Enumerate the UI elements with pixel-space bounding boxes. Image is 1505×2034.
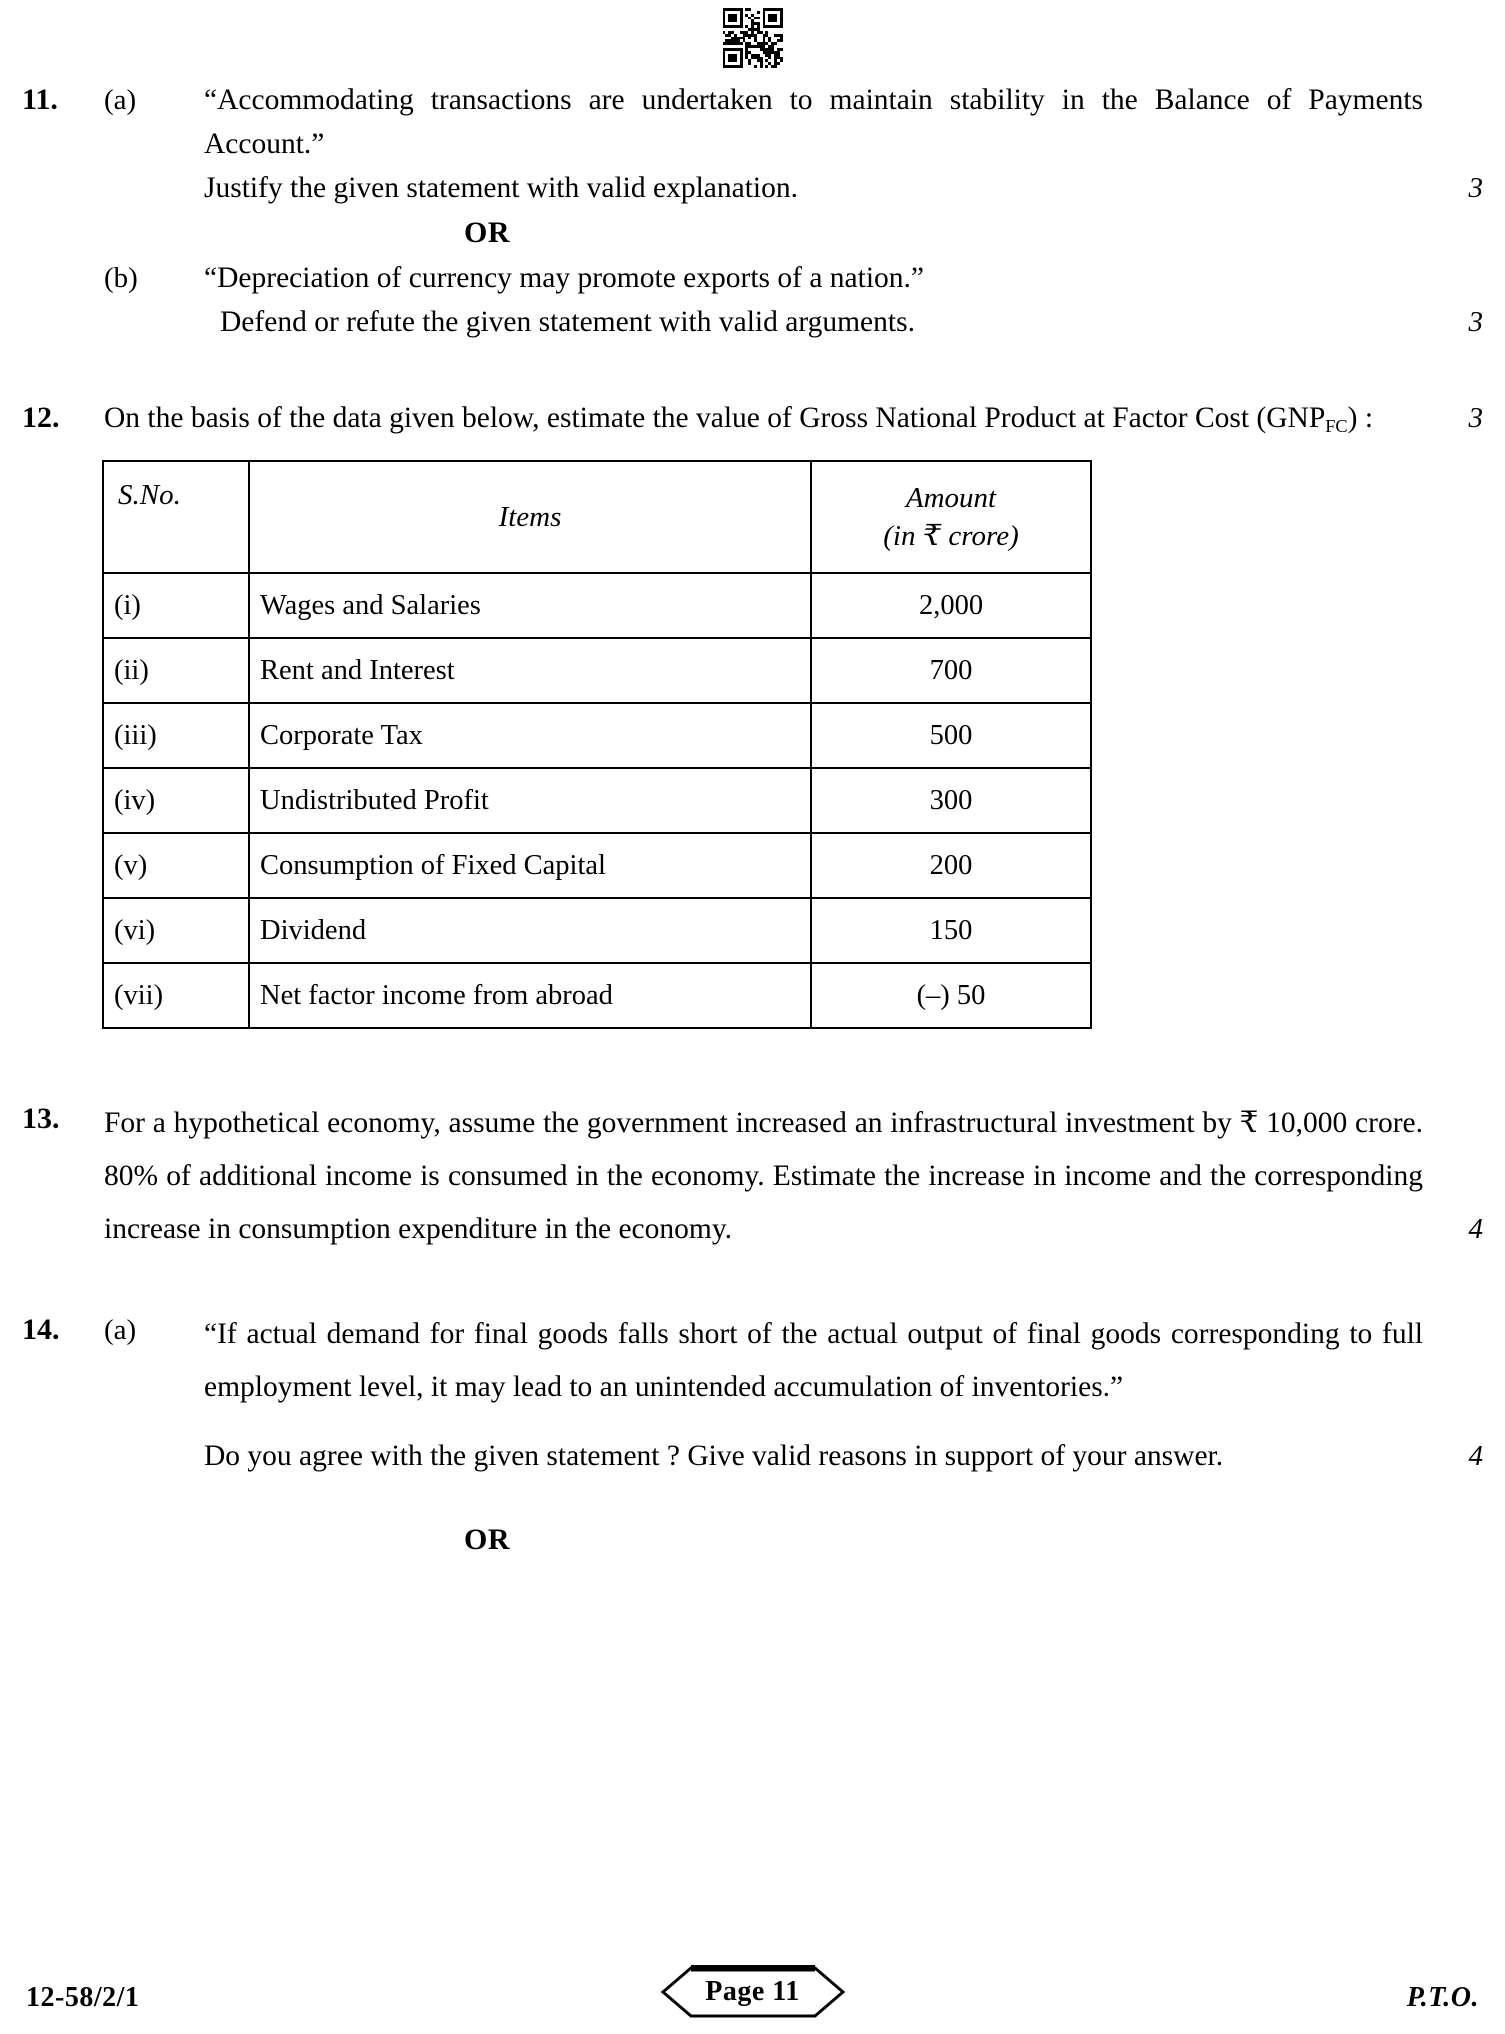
question-13-text: [104, 1097, 1423, 1256]
marks-11b: 3: [1468, 306, 1483, 338]
cell-sno: (vii): [103, 963, 249, 1028]
header-amount: [811, 461, 1091, 573]
section-spacer: [0, 1256, 1505, 1308]
section-spacer: [0, 1483, 1505, 1517]
header-sno: S.No.: [103, 461, 249, 573]
cell-amount: 500: [811, 703, 1091, 768]
question-number-12: 12.: [22, 401, 60, 434]
marks-13: 4: [1468, 1213, 1483, 1246]
question-14a-instruction: Do you agree with the given statement ? Give valid reasons in support of your answer.: [204, 1440, 1224, 1473]
cell-item: Consumption of Fixed Capital: [249, 833, 811, 898]
cell-item: Corporate Tax: [249, 703, 811, 768]
cell-item: Dividend: [249, 898, 811, 963]
question-14a-text: “If actual demand for final goods falls short of the actual output of final goods corresponding to full employment level, it may lead to an unintended accumulation of inventories.”: [204, 1318, 1423, 1404]
section-spacer: [0, 1029, 1505, 1081]
table-row: [103, 703, 1091, 768]
amount-unit-suffix: crore): [941, 520, 1019, 553]
cell-item: Undistributed Profit: [249, 768, 811, 833]
question-11b-instruction: Defend or refute the given statement with valid arguments.: [220, 306, 915, 338]
header-items: Items: [249, 461, 811, 573]
qr-code-container: [0, 8, 1505, 68]
question-12: [0, 396, 1505, 448]
paper-code: 12-58/2/1: [26, 1982, 140, 2013]
qr-code-icon: [723, 8, 783, 68]
table-row: [103, 898, 1091, 963]
rupee-icon: ₹: [922, 520, 942, 553]
question-13: [0, 1097, 1505, 1256]
question-12-stem: On the basis of the data given below, estimate the value of Gross National Product at Factor Cost (GNP: [104, 402, 1326, 434]
question-number-14: 14.: [22, 1313, 60, 1347]
question-11-or-row: [0, 210, 1505, 256]
question-13-text-part1: For a hypothetical economy, assume the government increased an infrastructural investment by: [104, 1107, 1240, 1140]
section-spacer: [0, 1414, 1505, 1430]
cell-amount: 700: [811, 638, 1091, 703]
gnp-subscript: FC: [1325, 416, 1348, 437]
cell-amount: 2,000: [811, 573, 1091, 638]
question-11b-instruction-row: [0, 300, 1505, 344]
cell-item: Net factor income from abroad: [249, 963, 811, 1028]
part-label-11b: (b): [104, 262, 138, 294]
section-spacer: [0, 344, 1505, 396]
or-label-14: OR: [464, 1523, 510, 1557]
rupee-icon: ₹: [1239, 1107, 1259, 1140]
question-12-stem-end: ) :: [1347, 402, 1374, 434]
question-14a-instruction-row: [0, 1430, 1505, 1483]
question-14-or-row: [0, 1517, 1505, 1563]
amount-unit-prefix: (in: [883, 520, 923, 553]
cell-amount: 200: [811, 833, 1091, 898]
question-13-text-part2: 10,000 crore. 80% of additional income is consumed in the economy. Estimate the increase in income and the corresponding increase in consumption expenditure in the economy.: [104, 1107, 1423, 1246]
gnp-data-table: [102, 460, 1092, 1029]
cell-sno: (iii): [103, 703, 249, 768]
cell-item: Rent and Interest: [249, 638, 811, 703]
marks-14a: 4: [1468, 1440, 1483, 1473]
question-content: [0, 78, 1505, 1563]
cell-amount: 150: [811, 898, 1091, 963]
page-label: Page 11: [705, 1976, 800, 2007]
marks-12: 3: [1468, 402, 1483, 434]
table-row: [103, 573, 1091, 638]
cell-amount: 300: [811, 768, 1091, 833]
table-row: [103, 963, 1091, 1028]
or-label-11: OR: [464, 216, 510, 249]
question-12-text: [104, 396, 1423, 448]
marks-11a: 3: [1468, 172, 1483, 204]
table-head: [103, 461, 1091, 573]
question-11a-instruction-row: [0, 166, 1505, 210]
table-body: [103, 573, 1091, 1028]
cell-sno: (vi): [103, 898, 249, 963]
cell-amount: (–) 50: [811, 963, 1091, 1028]
question-11a-text: “Accommodating transactions are undertaken to maintain stability in the Balance of Payments Account.”: [204, 84, 1423, 160]
pto-label: P.T.O.: [1406, 1982, 1479, 2013]
gnp-data-table-wrapper: [102, 460, 1022, 1029]
page-footer: [0, 1960, 1505, 2020]
page-number-badge: [618, 1964, 888, 2020]
header-amount-line1: Amount: [905, 482, 997, 515]
table-row: [103, 638, 1091, 703]
part-label-11a: (a): [104, 84, 137, 116]
table-row: [103, 833, 1091, 898]
question-11b-text: “Depreciation of currency may promote exports of a nation.”: [204, 262, 924, 294]
hexagon-frame: [633, 1965, 873, 2019]
section-spacer: [0, 1081, 1505, 1097]
table-header-row: [103, 461, 1091, 573]
question-number-11: 11.: [22, 83, 58, 116]
question-14-part-a: [0, 1308, 1505, 1414]
cell-sno: (i): [103, 573, 249, 638]
question-number-13: 13.: [22, 1102, 60, 1136]
cell-sno: (iv): [103, 768, 249, 833]
question-11-part-b: [0, 256, 1505, 300]
header-amount-line2: [822, 517, 1080, 555]
cell-sno: (ii): [103, 638, 249, 703]
question-11a-instruction: Justify the given statement with valid explanation.: [204, 172, 798, 204]
cell-sno: (v): [103, 833, 249, 898]
table-row: [103, 768, 1091, 833]
question-11-part-a: [0, 78, 1505, 166]
part-label-14a: (a): [104, 1314, 137, 1347]
cell-item: Wages and Salaries: [249, 573, 811, 638]
